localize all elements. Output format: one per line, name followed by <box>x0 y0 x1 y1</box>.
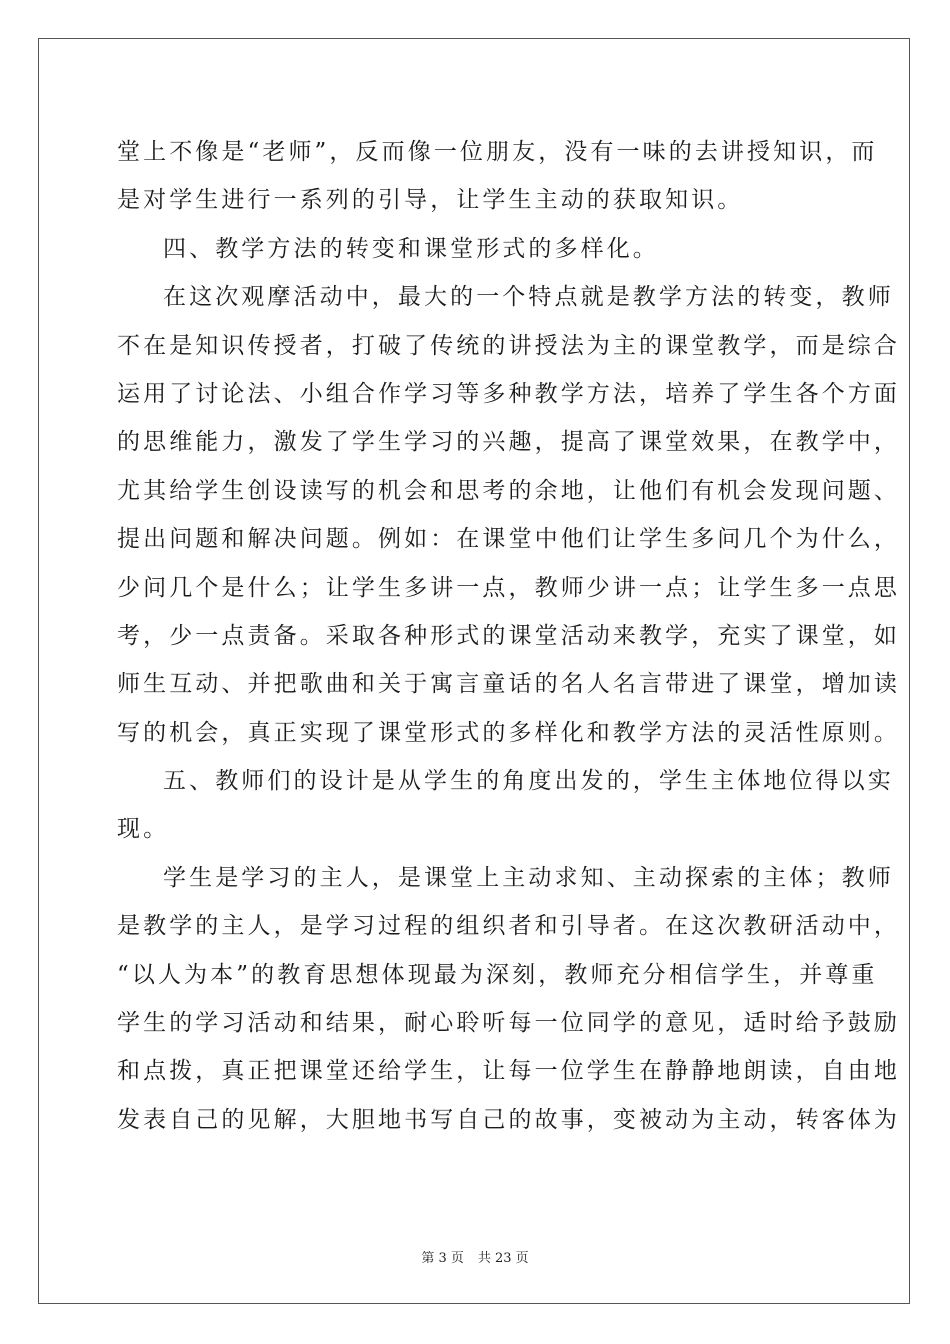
text-line-2: 是对学生进行一系列的引导，让学生主动的获取知识。 <box>117 187 744 214</box>
text-line-18: “以人为本”的教育思想体现最为深刻，教师充分相信学生，并尊重 <box>117 961 878 988</box>
section-heading-4: 四、教学方法的转变和课堂形式的多样化。 <box>163 235 659 262</box>
page-number: 第 3 页 <box>421 1251 464 1266</box>
text-line-16: 学生是学习的主人，是课堂上主动求知、主动探索的主体；教师 <box>163 864 894 891</box>
text-line-9: 提出问题和解决问题。例如：在课堂中他们让学生多问几个为什么， <box>117 526 900 553</box>
text-line-1: 堂上不像是“老师”，反而像一位朋友，没有一味的去讲授知识，而 <box>117 139 878 165</box>
text-line-7: 的思维能力，激发了学生学习的兴趣，提高了课堂效果，在教学中， <box>117 429 900 456</box>
text-line-12: 师生互动、并把歌曲和关于寓言童话的名人名言带进了课堂，增加读 <box>117 671 900 698</box>
page-total: 共 23 页 <box>477 1251 529 1266</box>
document-body <box>117 128 900 1144</box>
text-line-10: 少问几个是什么；让学生多讲一点，教师少讲一点；让学生多一点思 <box>117 574 900 601</box>
page-footer <box>0 1247 950 1266</box>
text-line-21: 发表自己的见解，大胆地书写自己的故事，变被动为主动，转客体为 <box>117 1106 900 1133</box>
text-line-5: 不在是知识传授者，打破了传统的讲授法为主的课堂教学，而是综合 <box>117 332 900 359</box>
text-line-4: 在这次观摩活动中，最大的一个特点就是教学方法的转变，教师 <box>163 284 894 311</box>
text-line-8: 尤其给学生创设读写的机会和思考的余地，让他们有机会发现问题、 <box>117 477 900 504</box>
text-line-13: 写的机会，真正实现了课堂形式的多样化和教学方法的灵活性原则。 <box>117 719 900 746</box>
text-line-15: 现。 <box>117 816 170 843</box>
text-line-17: 是教学的主人，是学习过程的组织者和引导者。在这次教研活动中， <box>117 913 900 940</box>
text-line-19: 学生的学习活动和结果，耐心聆听每一位同学的意见，适时给予鼓励 <box>117 1010 900 1037</box>
section-heading-5: 五、教师们的设计是从学生的角度出发的，学生主体地位得以实 <box>163 768 894 795</box>
text-line-20: 和点拨，真正把课堂还给学生，让每一位学生在静静地朗读，自由地 <box>117 1058 900 1085</box>
text-line-11: 考，少一点责备。采取各种形式的课堂活动来教学，充实了课堂，如 <box>117 622 900 649</box>
text-line-6: 运用了讨论法、小组合作学习等多种教学方法，培养了学生各个方面 <box>117 380 900 407</box>
